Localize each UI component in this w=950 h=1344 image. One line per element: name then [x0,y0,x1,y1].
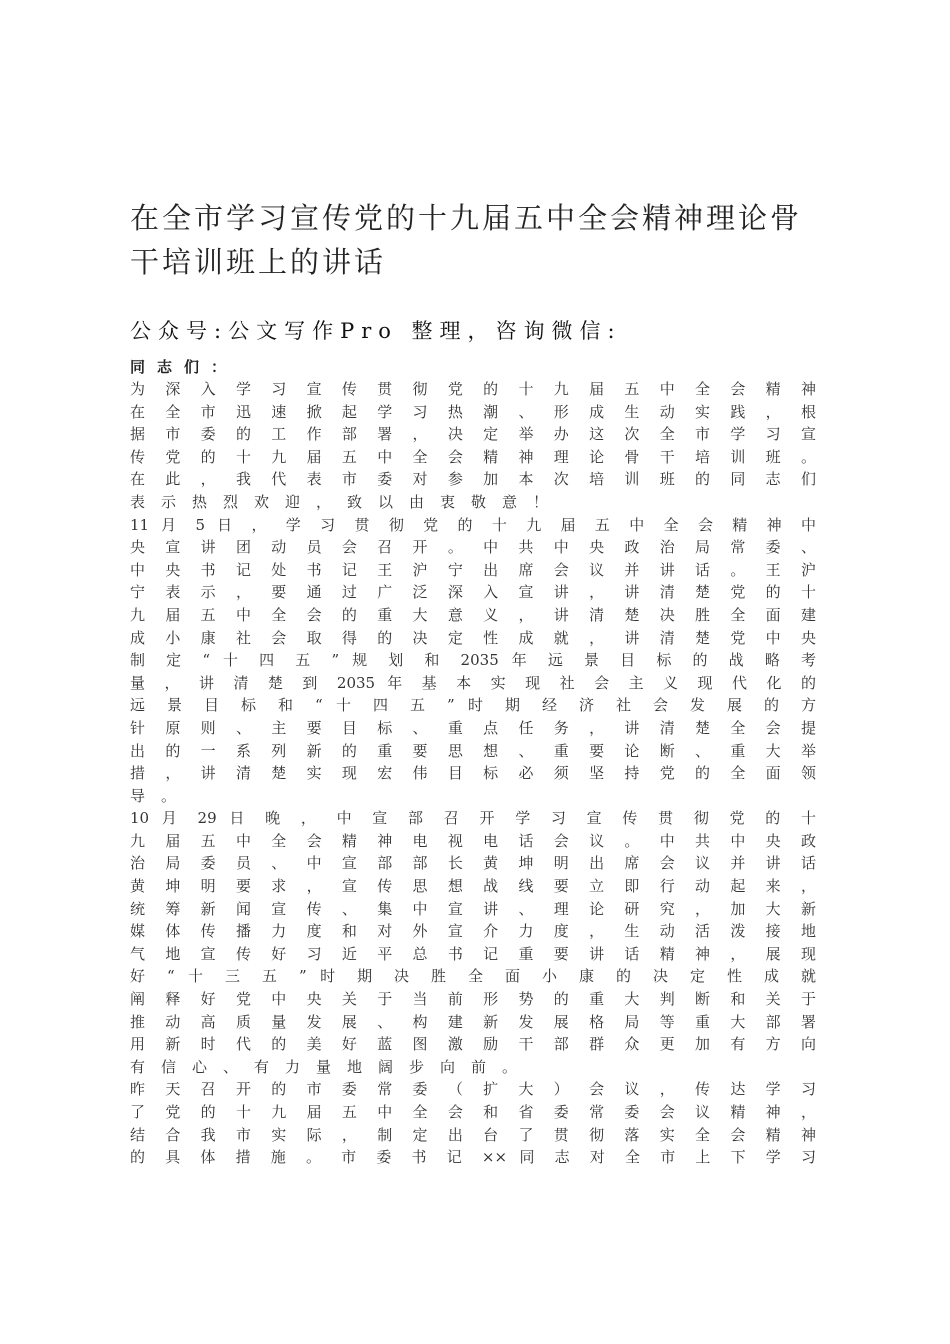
text-line: 针 原 则 、 主 要 目 标 、 重 点 任 务 ， 讲 清 楚 全 会 提 [130,718,816,737]
text-line: 为 深 入 学 习 宣 传 贯 彻 党 的 十 九 届 五 中 全 会 精 神 [130,380,816,398]
text-line: 在 此 ， 我 代 表 市 委 对 参 加 本 次 培 训 班 的 同 志 们 [130,470,816,489]
text-line: 好 “ 十 三 五 ” 时 期 决 胜 全 面 小 康 的 决 定 性 成 就 [130,967,816,986]
text-line: 的 具 体 措 施 。 市 委 书 记 ×× 同 志 对 全 市 上 下 学 习 [130,1148,816,1167]
text-line: 在 全 市 迅 速 掀 起 学 习 热 潮 、 形 成 生 动 实 践 ， 根 [130,402,816,421]
text-line: 据 市 委 的 工 作 部 署 ， 决 定 举 办 这 次 全 市 学 习 宣 [130,425,816,444]
text-line: 措 ， 讲 清 楚 实 现 宏 伟 目 标 必 须 坚 持 党 的 全 面 领 [130,764,816,783]
document-title: 在全市学习宣传党的十九届五中全会精神理论骨干培训班上的讲话 [130,201,803,279]
text-line: 10 月 29 日 晚 ， 中 宣 部 召 开 学 习 宣 传 贯 彻 党 的 十 [130,809,816,828]
text-line: 制 定 “ 十 四 五 ” 规 划 和 2035 年 远 景 目 标 的 战 略 考 [130,651,816,670]
text-line: 九 届 五 中 全 会 精 神 电 视 电 话 会 议 。 中 共 中 央 政 [130,831,816,850]
body-text [130,378,816,1169]
text-line: 成 小 康 社 会 取 得 的 决 定 性 成 就 ， 讲 清 楚 党 中 央 [130,628,816,647]
text-line: 了 党 的 十 九 届 五 中 全 会 和 省 委 常 委 会 议 精 神 ， [130,1103,816,1121]
text-line: 治 局 委 员 、 中 宣 部 部 长 黄 坤 明 出 席 会 议 并 讲 话 [130,854,816,873]
text-line: 央 宣 讲 团 动 员 会 召 开 。 中 共 中 央 政 治 局 常 委 、 [130,538,816,557]
text-line: 远 景 目 标 和 “ 十 四 五 ” 时 期 经 济 社 会 发 展 的 方 [130,696,816,715]
text-line: 宁 表 示 ， 要 通 过 广 泛 深 入 宣 讲 ， 讲 清 楚 党 的 十 [130,583,816,602]
text-line: 气 地 宣 传 好 习 近 平 总 书 记 重 要 讲 话 精 神 ， 展 现 [130,944,816,963]
text-line: 量 ， 讲 清 楚 到 2035 年 基 本 实 现 社 会 主 义 现 代 化 的 [130,673,816,692]
source-note: 公众号:公文写作Pro 整理，咨询微信: [130,319,622,343]
text-line: 11 月 5 日 ， 学 习 贯 彻 党 的 十 九 届 五 中 全 会 精 神 中 [130,515,816,534]
text-line: 结 合 我 市 实 际 ， 制 定 出 台 了 贯 彻 落 实 全 会 精 神 [130,1125,816,1144]
text-line: 推 动 高 质 量 发 展 、 构 建 新 发 展 格 局 等 重 大 部 署 [130,1012,816,1031]
text-line: 导。 [130,786,193,805]
text-line: 出 的 一 系 列 新 的 重 要 思 想 、 重 要 论 断 、 重 大 举 [130,741,816,760]
text-line: 阐 释 好 党 中 央 关 于 当 前 形 势 的 重 大 判 断 和 关 于 [130,990,816,1009]
text-line: 昨 天 召 开 的 市 委 常 委 （ 扩 大 ） 会 议 ， 传 达 学 习 [130,1080,816,1099]
text-line: 媒 体 传 播 力 度 和 对 外 宣 介 力 度 ， 生 动 活 泼 接 地 [130,922,816,941]
text-line: 统 筹 新 闻 宣 传 、 集 中 宣 讲 、 理 论 研 究 ， 加 大 新 [130,899,816,918]
text-line: 中 央 书 记 处 书 记 王 沪 宁 出 席 会 议 并 讲 话 。 王 沪 [130,560,816,579]
greeting: 同志们： [130,358,239,376]
text-line: 用 新 时 代 的 美 好 蓝 图 激 励 干 部 群 众 更 加 有 方 向 [130,1035,816,1054]
text-line: 表示热烈欢迎，致以由衷敬意！ [130,492,565,511]
text-line: 黄 坤 明 要 求 ， 宣 传 思 想 战 线 要 立 即 行 动 起 来 ， [130,877,816,896]
text-line: 传 党 的 十 九 届 五 中 全 会 精 神 理 论 骨 干 培 训 班 。 [130,447,816,466]
text-line: 九 届 五 中 全 会 的 重 大 意 义 ， 讲 清 楚 决 胜 全 面 建 [130,605,816,624]
text-line: 有信心、有力量地阔步向前。 [130,1057,534,1076]
